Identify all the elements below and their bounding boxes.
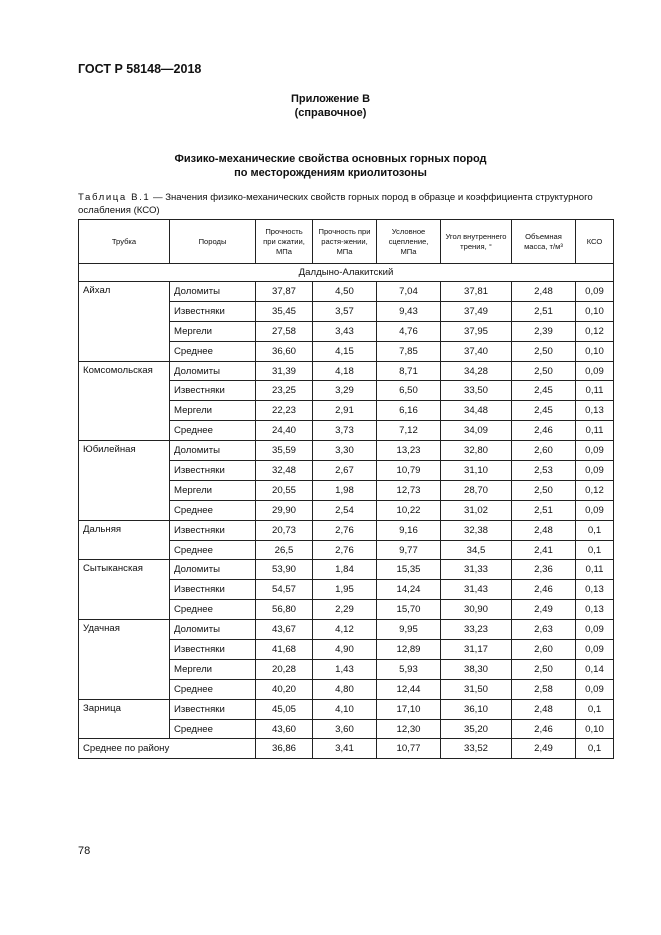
value-cell: 26,5 <box>256 540 313 560</box>
value-cell: 3,60 <box>313 719 377 739</box>
value-cell: 33,50 <box>441 381 512 401</box>
value-cell: 31,10 <box>441 461 512 481</box>
heading-line-2: по месторождениям криолитозоны <box>234 167 427 179</box>
value-cell: 7,04 <box>377 282 441 302</box>
table-row <box>79 560 614 580</box>
value-cell: 2,76 <box>313 540 377 560</box>
value-cell: 38,30 <box>441 659 512 679</box>
value-cell: 3,43 <box>313 321 377 341</box>
value-cell: 31,43 <box>441 580 512 600</box>
total-row <box>79 739 614 759</box>
value-cell: 0,09 <box>576 620 614 640</box>
value-cell: 2,48 <box>512 520 576 540</box>
table-caption-text: — Значения физико-механических свойств горных пород в образце и коэффициента структурного ослабления (КСО) <box>78 192 593 216</box>
value-cell: 0,13 <box>576 401 614 421</box>
value-cell: 2,39 <box>512 321 576 341</box>
value-cell: 2,46 <box>512 421 576 441</box>
region-row <box>79 264 614 282</box>
rock-type: Известняки <box>170 699 256 719</box>
value-cell: 0,13 <box>576 600 614 620</box>
page-number: 78 <box>78 845 91 857</box>
value-cell: 32,48 <box>256 461 313 481</box>
tube-name: Удачная <box>79 620 170 700</box>
value-cell: 37,40 <box>441 341 512 361</box>
value-cell: 12,30 <box>377 719 441 739</box>
value-cell: 4,18 <box>313 361 377 381</box>
value-cell: 9,95 <box>377 620 441 640</box>
column-header: Объемная масса, т/м³ <box>512 220 576 264</box>
value-cell: 45,05 <box>256 699 313 719</box>
value-cell: 0,11 <box>576 560 614 580</box>
appendix-subtitle: (справочное) <box>294 107 367 119</box>
rock-type: Среднее <box>170 421 256 441</box>
column-header: Прочность при растя-жении, МПа <box>313 220 377 264</box>
table-row <box>79 282 614 302</box>
value-cell: 2,36 <box>512 560 576 580</box>
rock-type: Мергели <box>170 659 256 679</box>
value-cell: 2,29 <box>313 600 377 620</box>
value-cell: 3,30 <box>313 441 377 461</box>
value-cell: 0,14 <box>576 659 614 679</box>
column-header: Породы <box>170 220 256 264</box>
value-cell: 32,80 <box>441 441 512 461</box>
value-cell: 4,12 <box>313 620 377 640</box>
value-cell: 34,28 <box>441 361 512 381</box>
value-cell: 0,11 <box>576 381 614 401</box>
value-cell: 0,13 <box>576 580 614 600</box>
value-cell: 2,50 <box>512 361 576 381</box>
value-cell: 37,95 <box>441 321 512 341</box>
value-cell: 6,50 <box>377 381 441 401</box>
rock-type: Мергели <box>170 321 256 341</box>
value-cell: 4,15 <box>313 341 377 361</box>
value-cell: 23,25 <box>256 381 313 401</box>
value-cell: 35,45 <box>256 301 313 321</box>
rock-type: Доломиты <box>170 282 256 302</box>
value-cell: 1,84 <box>313 560 377 580</box>
value-cell: 30,90 <box>441 600 512 620</box>
value-cell: 28,70 <box>441 480 512 500</box>
value-cell: 9,16 <box>377 520 441 540</box>
value-cell: 0,1 <box>576 520 614 540</box>
value-cell: 0,10 <box>576 341 614 361</box>
rock-type: Среднее <box>170 500 256 520</box>
rock-type: Мергели <box>170 401 256 421</box>
table-caption <box>78 191 598 217</box>
table-row <box>79 699 614 719</box>
value-cell: 37,87 <box>256 282 313 302</box>
rock-type: Известняки <box>170 640 256 660</box>
tube-name: Юбилейная <box>79 441 170 521</box>
value-cell: 0,12 <box>576 321 614 341</box>
value-cell: 32,38 <box>441 520 512 540</box>
value-cell: 1,95 <box>313 580 377 600</box>
properties-table <box>78 219 614 759</box>
column-header: Условное сцепление, МПа <box>377 220 441 264</box>
total-value: 33,52 <box>441 739 512 759</box>
total-label: Среднее по району <box>79 739 256 759</box>
value-cell: 2,50 <box>512 341 576 361</box>
value-cell: 41,68 <box>256 640 313 660</box>
value-cell: 0,10 <box>576 301 614 321</box>
rock-type: Среднее <box>170 679 256 699</box>
value-cell: 2,58 <box>512 679 576 699</box>
value-cell: 6,16 <box>377 401 441 421</box>
value-cell: 0,09 <box>576 640 614 660</box>
value-cell: 2,45 <box>512 401 576 421</box>
column-header: Угол внутреннего трения, ° <box>441 220 512 264</box>
rock-type: Доломиты <box>170 361 256 381</box>
rock-type: Среднее <box>170 341 256 361</box>
table-row <box>79 520 614 540</box>
value-cell: 2,50 <box>512 480 576 500</box>
value-cell: 2,46 <box>512 719 576 739</box>
value-cell: 20,55 <box>256 480 313 500</box>
value-cell: 7,85 <box>377 341 441 361</box>
value-cell: 31,33 <box>441 560 512 580</box>
value-cell: 4,50 <box>313 282 377 302</box>
rock-type: Среднее <box>170 719 256 739</box>
value-cell: 2,60 <box>512 441 576 461</box>
value-cell: 2,51 <box>512 500 576 520</box>
value-cell: 3,57 <box>313 301 377 321</box>
value-cell: 36,60 <box>256 341 313 361</box>
value-cell: 56,80 <box>256 600 313 620</box>
table-row <box>79 620 614 640</box>
value-cell: 20,28 <box>256 659 313 679</box>
value-cell: 1,43 <box>313 659 377 679</box>
value-cell: 9,43 <box>377 301 441 321</box>
value-cell: 34,5 <box>441 540 512 560</box>
value-cell: 35,59 <box>256 441 313 461</box>
tube-name: Комсомольская <box>79 361 170 441</box>
value-cell: 0,11 <box>576 421 614 441</box>
value-cell: 20,73 <box>256 520 313 540</box>
value-cell: 43,60 <box>256 719 313 739</box>
heading-line-1: Физико-механические свойства основных горных пород <box>174 153 487 165</box>
appendix-title: Приложение В <box>290 93 371 105</box>
value-cell: 37,81 <box>441 282 512 302</box>
column-header: Трубка <box>79 220 170 264</box>
rock-type: Доломиты <box>170 560 256 580</box>
value-cell: 12,44 <box>377 679 441 699</box>
value-cell: 2,91 <box>313 401 377 421</box>
rock-type: Доломиты <box>170 441 256 461</box>
value-cell: 12,89 <box>377 640 441 660</box>
table-header <box>79 220 614 264</box>
tube-name: Айхал <box>79 282 170 362</box>
rock-type: Известняки <box>170 381 256 401</box>
value-cell: 2,67 <box>313 461 377 481</box>
value-cell: 0,09 <box>576 441 614 461</box>
region-heading: Далдыно-Алакитский <box>79 264 614 282</box>
value-cell: 4,80 <box>313 679 377 699</box>
value-cell: 2,76 <box>313 520 377 540</box>
value-cell: 1,98 <box>313 480 377 500</box>
value-cell: 14,24 <box>377 580 441 600</box>
standard-header: ГОСТ Р 58148—2018 <box>78 62 202 76</box>
header-row <box>79 220 614 264</box>
value-cell: 4,76 <box>377 321 441 341</box>
section-heading <box>0 152 661 180</box>
value-cell: 29,90 <box>256 500 313 520</box>
tube-name: Сытыканская <box>79 560 170 620</box>
tube-name: Зарница <box>79 699 170 739</box>
value-cell: 0,1 <box>576 699 614 719</box>
rock-type: Среднее <box>170 600 256 620</box>
value-cell: 2,45 <box>512 381 576 401</box>
column-header: Прочность при сжатии, МПа <box>256 220 313 264</box>
value-cell: 2,54 <box>313 500 377 520</box>
value-cell: 12,73 <box>377 480 441 500</box>
rock-type: Известняки <box>170 461 256 481</box>
table-row <box>79 361 614 381</box>
rock-type: Известняки <box>170 580 256 600</box>
value-cell: 3,73 <box>313 421 377 441</box>
value-cell: 31,02 <box>441 500 512 520</box>
value-cell: 31,39 <box>256 361 313 381</box>
value-cell: 40,20 <box>256 679 313 699</box>
value-cell: 7,12 <box>377 421 441 441</box>
value-cell: 36,10 <box>441 699 512 719</box>
value-cell: 13,23 <box>377 441 441 461</box>
value-cell: 15,35 <box>377 560 441 580</box>
rock-type: Известняки <box>170 520 256 540</box>
value-cell: 35,20 <box>441 719 512 739</box>
rock-type: Доломиты <box>170 620 256 640</box>
value-cell: 0,09 <box>576 679 614 699</box>
value-cell: 34,09 <box>441 421 512 441</box>
value-cell: 2,63 <box>512 620 576 640</box>
value-cell: 4,10 <box>313 699 377 719</box>
value-cell: 2,50 <box>512 659 576 679</box>
value-cell: 31,50 <box>441 679 512 699</box>
value-cell: 0,09 <box>576 361 614 381</box>
value-cell: 2,46 <box>512 580 576 600</box>
value-cell: 0,09 <box>576 461 614 481</box>
value-cell: 0,09 <box>576 500 614 520</box>
value-cell: 34,48 <box>441 401 512 421</box>
value-cell: 0,1 <box>576 540 614 560</box>
value-cell: 54,57 <box>256 580 313 600</box>
table-caption-label: Таблица В.1 <box>78 192 151 203</box>
value-cell: 22,23 <box>256 401 313 421</box>
rock-type: Среднее <box>170 540 256 560</box>
rock-type: Мергели <box>170 480 256 500</box>
value-cell: 2,48 <box>512 699 576 719</box>
value-cell: 17,10 <box>377 699 441 719</box>
tube-name: Дальняя <box>79 520 170 560</box>
value-cell: 10,22 <box>377 500 441 520</box>
value-cell: 43,67 <box>256 620 313 640</box>
total-value: 36,86 <box>256 739 313 759</box>
value-cell: 24,40 <box>256 421 313 441</box>
value-cell: 0,09 <box>576 282 614 302</box>
value-cell: 27,58 <box>256 321 313 341</box>
value-cell: 53,90 <box>256 560 313 580</box>
rock-type: Известняки <box>170 301 256 321</box>
value-cell: 37,49 <box>441 301 512 321</box>
value-cell: 8,71 <box>377 361 441 381</box>
value-cell: 0,10 <box>576 719 614 739</box>
value-cell: 2,41 <box>512 540 576 560</box>
value-cell: 31,17 <box>441 640 512 660</box>
value-cell: 33,23 <box>441 620 512 640</box>
value-cell: 2,60 <box>512 640 576 660</box>
value-cell: 9,77 <box>377 540 441 560</box>
value-cell: 2,49 <box>512 600 576 620</box>
value-cell: 4,90 <box>313 640 377 660</box>
total-value: 10,77 <box>377 739 441 759</box>
value-cell: 2,51 <box>512 301 576 321</box>
appendix-block <box>0 92 661 120</box>
value-cell: 10,79 <box>377 461 441 481</box>
total-value: 2,49 <box>512 739 576 759</box>
value-cell: 3,29 <box>313 381 377 401</box>
table-body <box>79 264 614 759</box>
table-row <box>79 441 614 461</box>
total-value: 0,1 <box>576 739 614 759</box>
value-cell: 15,70 <box>377 600 441 620</box>
value-cell: 5,93 <box>377 659 441 679</box>
value-cell: 0,12 <box>576 480 614 500</box>
value-cell: 2,48 <box>512 282 576 302</box>
total-value: 3,41 <box>313 739 377 759</box>
value-cell: 2,53 <box>512 461 576 481</box>
column-header: КСО <box>576 220 614 264</box>
